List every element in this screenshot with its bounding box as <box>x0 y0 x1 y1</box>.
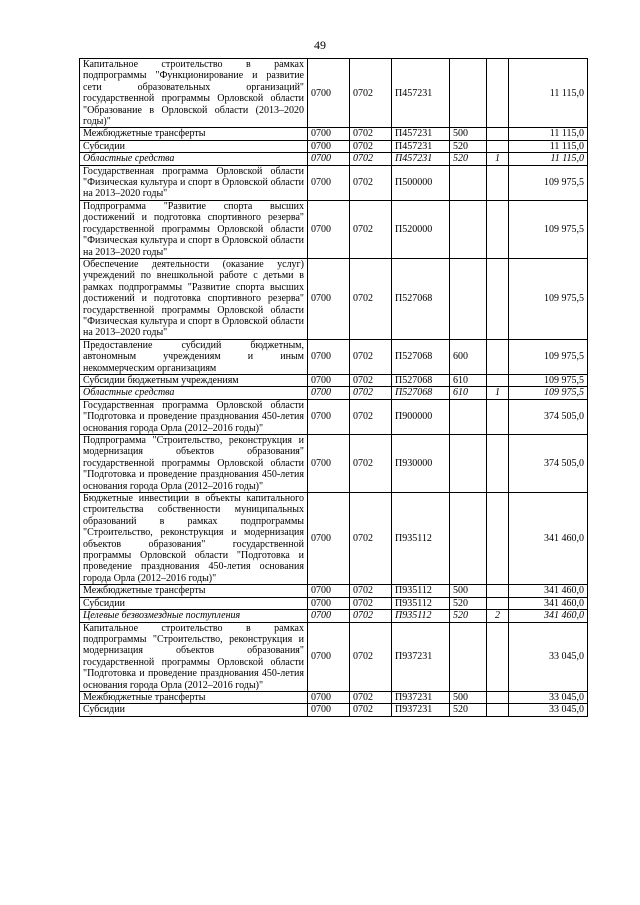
subsection-code-cell: 0702 <box>350 59 392 128</box>
subsection-code-cell: 0702 <box>350 153 392 165</box>
expense-name-cell: Обеспечение деятельности (оказание услуг) учреждений по внешкольной работе с детьми в рамках подпрограммы "Развитие спорта высших достижений и подготовка спортивного резерва" государственной программы Орловской области "Физическая культура и спорт в Орловской области на 2013–2020 годы" <box>80 258 308 339</box>
table-row <box>80 339 588 374</box>
subsection-code-cell: 0702 <box>350 610 392 622</box>
target-article-cell: П935112 <box>392 493 450 585</box>
expense-name-cell: Межбюджетные трансферты <box>80 585 308 597</box>
funding-source-cell <box>487 258 509 339</box>
amount-cell: 341 460,0 <box>509 493 588 585</box>
expense-type-cell <box>450 435 487 493</box>
subsection-code-cell: 0702 <box>350 399 392 434</box>
expense-type-cell: 520 <box>450 704 487 716</box>
funding-source-cell: 1 <box>487 153 509 165</box>
funding-source-cell <box>487 374 509 386</box>
expense-type-cell <box>450 59 487 128</box>
expense-type-cell: 610 <box>450 374 487 386</box>
funding-source-cell <box>487 200 509 258</box>
funding-source-cell <box>487 585 509 597</box>
target-article-cell: П527068 <box>392 387 450 399</box>
subsection-code-cell: 0702 <box>350 704 392 716</box>
section-code-cell: 0700 <box>308 435 350 493</box>
funding-source-cell <box>487 597 509 609</box>
subsection-code-cell: 0702 <box>350 585 392 597</box>
amount-cell: 109 975,5 <box>509 165 588 200</box>
subsection-code-cell: 0702 <box>350 435 392 493</box>
page-number: 49 <box>314 38 326 52</box>
subsection-code-cell: 0702 <box>350 128 392 140</box>
amount-cell: 374 505,0 <box>509 435 588 493</box>
expense-name-cell: Межбюджетные трансферты <box>80 128 308 140</box>
section-code-cell: 0700 <box>308 153 350 165</box>
expense-type-cell: 500 <box>450 691 487 703</box>
amount-cell: 11 115,0 <box>509 140 588 152</box>
expense-name-cell: Областные средства <box>80 153 308 165</box>
expense-type-cell: 600 <box>450 339 487 374</box>
table-row <box>80 128 588 140</box>
expense-name-cell: Предоставление субсидий бюджетным, автономным учреждениям и иным некоммерческим организациям <box>80 339 308 374</box>
target-article-cell: П527068 <box>392 374 450 386</box>
subsection-code-cell: 0702 <box>350 622 392 691</box>
funding-source-cell <box>487 399 509 434</box>
expense-type-cell <box>450 493 487 585</box>
table-row <box>80 200 588 258</box>
table-row <box>80 610 588 622</box>
expense-type-cell: 500 <box>450 585 487 597</box>
target-article-cell: П500000 <box>392 165 450 200</box>
budget-table <box>79 58 588 717</box>
funding-source-cell: 1 <box>487 387 509 399</box>
section-code-cell: 0700 <box>308 493 350 585</box>
amount-cell: 341 460,0 <box>509 610 588 622</box>
subsection-code-cell: 0702 <box>350 200 392 258</box>
target-article-cell: П520000 <box>392 200 450 258</box>
table-row <box>80 140 588 152</box>
target-article-cell: П457231 <box>392 128 450 140</box>
subsection-code-cell: 0702 <box>350 339 392 374</box>
table-row <box>80 387 588 399</box>
expense-type-cell: 610 <box>450 387 487 399</box>
expense-name-cell: Субсидии <box>80 597 308 609</box>
table-body <box>80 59 588 717</box>
amount-cell: 109 975,5 <box>509 374 588 386</box>
table-row <box>80 165 588 200</box>
section-code-cell: 0700 <box>308 622 350 691</box>
target-article-cell: П935112 <box>392 610 450 622</box>
amount-cell: 109 975,5 <box>509 258 588 339</box>
table-row <box>80 585 588 597</box>
section-code-cell: 0700 <box>308 165 350 200</box>
subsection-code-cell: 0702 <box>350 374 392 386</box>
table-row <box>80 374 588 386</box>
expense-type-cell <box>450 200 487 258</box>
expense-type-cell <box>450 165 487 200</box>
target-article-cell: П937231 <box>392 622 450 691</box>
table-row <box>80 59 588 128</box>
expense-name-cell: Подпрограмма "Строительство, реконструкция и модернизация объектов образования" государственной программы Орловской области "Подготовка и проведение празднования 450-летия основания города Орла (2012–2016 годы)" <box>80 435 308 493</box>
subsection-code-cell: 0702 <box>350 387 392 399</box>
amount-cell: 341 460,0 <box>509 597 588 609</box>
table-row <box>80 399 588 434</box>
funding-source-cell: 2 <box>487 610 509 622</box>
expense-name-cell: Государственная программа Орловской области "Подготовка и проведение празднования 450-летия основания города Орла (2012–2016 годы)" <box>80 399 308 434</box>
section-code-cell: 0700 <box>308 610 350 622</box>
target-article-cell: П527068 <box>392 258 450 339</box>
expense-type-cell: 520 <box>450 597 487 609</box>
expense-name-cell: Бюджетные инвестиции в объекты капитального строительства собственности муниципальных образований в рамках подпрограммы "Строительство, реконструкция и модернизация объектов образования" государственной программы Орловской области "Подготовка и проведение празднования 450-летия основания города Орла (2012–2016 годы)" <box>80 493 308 585</box>
section-code-cell: 0700 <box>308 597 350 609</box>
table-row <box>80 153 588 165</box>
expense-name-cell: Областные средства <box>80 387 308 399</box>
section-code-cell: 0700 <box>308 258 350 339</box>
target-article-cell: П930000 <box>392 435 450 493</box>
amount-cell: 109 975,5 <box>509 387 588 399</box>
amount-cell: 109 975,5 <box>509 200 588 258</box>
expense-type-cell: 520 <box>450 140 487 152</box>
section-code-cell: 0700 <box>308 585 350 597</box>
amount-cell: 33 045,0 <box>509 691 588 703</box>
subsection-code-cell: 0702 <box>350 597 392 609</box>
funding-source-cell <box>487 165 509 200</box>
table-row <box>80 622 588 691</box>
expense-type-cell: 500 <box>450 128 487 140</box>
amount-cell: 341 460,0 <box>509 585 588 597</box>
table-row <box>80 704 588 716</box>
section-code-cell: 0700 <box>308 128 350 140</box>
section-code-cell: 0700 <box>308 399 350 434</box>
section-code-cell: 0700 <box>308 59 350 128</box>
expense-type-cell <box>450 399 487 434</box>
section-code-cell: 0700 <box>308 387 350 399</box>
section-code-cell: 0700 <box>308 691 350 703</box>
funding-source-cell <box>487 691 509 703</box>
funding-source-cell <box>487 493 509 585</box>
amount-cell: 11 115,0 <box>509 59 588 128</box>
amount-cell: 374 505,0 <box>509 399 588 434</box>
target-article-cell: П457231 <box>392 153 450 165</box>
expense-type-cell <box>450 622 487 691</box>
funding-source-cell <box>487 140 509 152</box>
expense-name-cell: Государственная программа Орловской области "Физическая культура и спорт в Орловской области на 2013–2020 годы" <box>80 165 308 200</box>
target-article-cell: П457231 <box>392 59 450 128</box>
expense-name-cell: Субсидии бюджетным учреждениям <box>80 374 308 386</box>
funding-source-cell <box>487 59 509 128</box>
table-row <box>80 597 588 609</box>
expense-type-cell: 520 <box>450 153 487 165</box>
target-article-cell: П527068 <box>392 339 450 374</box>
amount-cell: 33 045,0 <box>509 704 588 716</box>
subsection-code-cell: 0702 <box>350 691 392 703</box>
funding-source-cell <box>487 339 509 374</box>
target-article-cell: П935112 <box>392 597 450 609</box>
table-row <box>80 435 588 493</box>
expense-name-cell: Субсидии <box>80 704 308 716</box>
amount-cell: 11 115,0 <box>509 153 588 165</box>
subsection-code-cell: 0702 <box>350 493 392 585</box>
expense-type-cell <box>450 258 487 339</box>
funding-source-cell <box>487 128 509 140</box>
expense-name-cell: Подпрограмма "Развитие спорта высших достижений и подготовка спортивного резерва" государственной программы Орловской области "Физическая культура и спорт в Орловской области на 2013–2020 годы" <box>80 200 308 258</box>
target-article-cell: П937231 <box>392 691 450 703</box>
subsection-code-cell: 0702 <box>350 140 392 152</box>
expense-name-cell: Капитальное строительство в рамках подпрограммы "Строительство, реконструкция и модернизация объектов образования" государственной программы Орловской области "Подготовка и проведение празднования 450-летия основания города Орла (2012–2016 годы)" <box>80 622 308 691</box>
section-code-cell: 0700 <box>308 200 350 258</box>
amount-cell: 11 115,0 <box>509 128 588 140</box>
section-code-cell: 0700 <box>308 339 350 374</box>
table-row <box>80 493 588 585</box>
expense-name-cell: Межбюджетные трансферты <box>80 691 308 703</box>
expense-name-cell: Субсидии <box>80 140 308 152</box>
table-row <box>80 691 588 703</box>
target-article-cell: П900000 <box>392 399 450 434</box>
funding-source-cell <box>487 622 509 691</box>
expense-type-cell: 520 <box>450 610 487 622</box>
section-code-cell: 0700 <box>308 374 350 386</box>
target-article-cell: П457231 <box>392 140 450 152</box>
amount-cell: 33 045,0 <box>509 622 588 691</box>
table-row <box>80 258 588 339</box>
target-article-cell: П937231 <box>392 704 450 716</box>
subsection-code-cell: 0702 <box>350 258 392 339</box>
target-article-cell: П935112 <box>392 585 450 597</box>
amount-cell: 109 975,5 <box>509 339 588 374</box>
section-code-cell: 0700 <box>308 704 350 716</box>
subsection-code-cell: 0702 <box>350 165 392 200</box>
expense-name-cell: Капитальное строительство в рамках подпрограммы "Функционирование и развитие сети образовательных организаций" государственной программы Орловской области "Образование в Орловской области (2013–2020 годы)" <box>80 59 308 128</box>
expense-name-cell: Целевые безвозмездные поступления <box>80 610 308 622</box>
section-code-cell: 0700 <box>308 140 350 152</box>
funding-source-cell <box>487 704 509 716</box>
funding-source-cell <box>487 435 509 493</box>
